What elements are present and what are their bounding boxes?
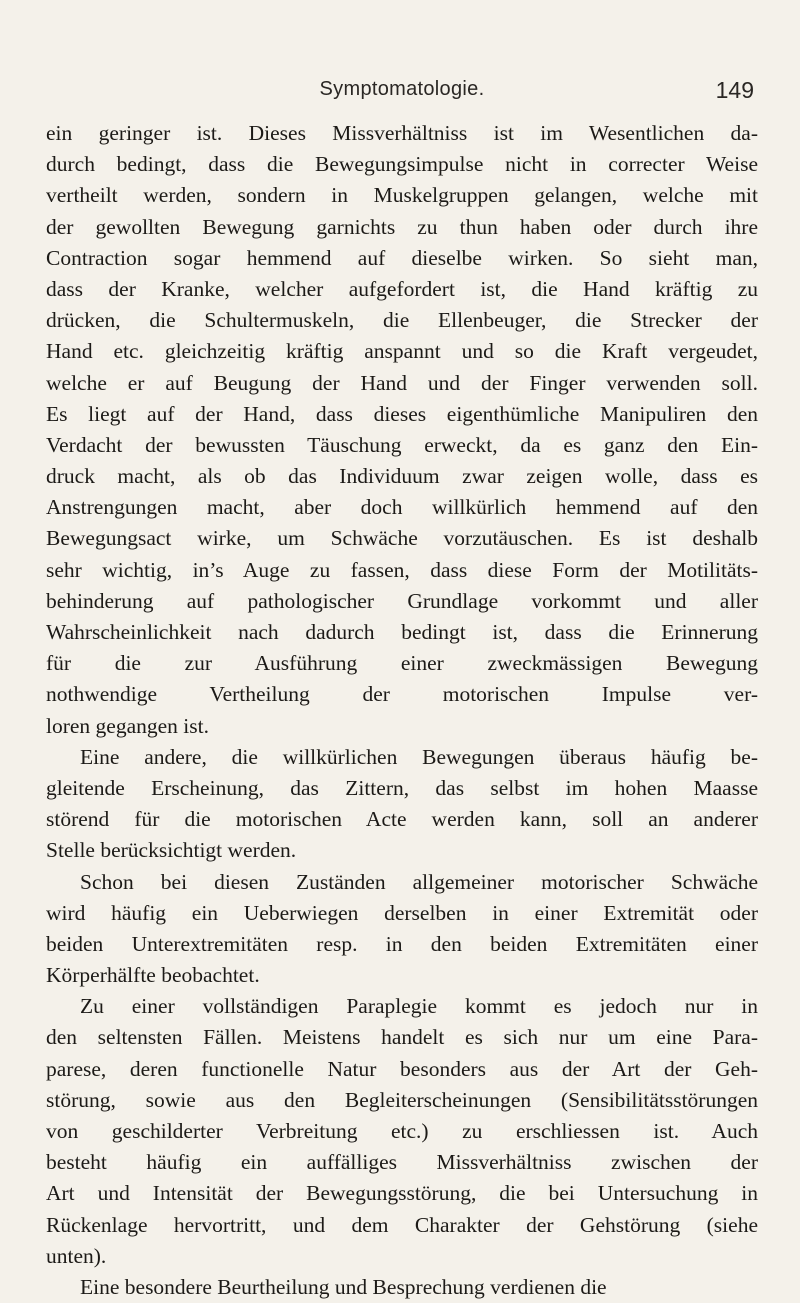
running-title: Symptomatologie. bbox=[319, 78, 485, 100]
text-line: sehr wichtig, in’s Auge zu fassen, dass diese Form der Motilitäts- bbox=[46, 557, 758, 582]
text-line: gleitende Erscheinung, das Zittern, das selbst im hohen Maasse bbox=[46, 775, 758, 800]
text-line: Stelle berücksichtigt werden. bbox=[46, 838, 297, 863]
text-line: ein geringer ist. Dieses Missverhältniss ist im Wesentlichen da- bbox=[46, 121, 758, 145]
text-line: Es liegt auf der Hand, dass dieses eigenthümliche Manipuliren den bbox=[46, 401, 758, 426]
text-line: durch bedingt, dass die Bewegungsimpulse nicht in correcter Weise bbox=[46, 152, 758, 177]
text-line: beiden Unterextremitäten resp. in den beiden Extremitäten einer bbox=[46, 931, 758, 956]
text-line: Eine besondere Beurtheilung und Besprechung verdienen die bbox=[80, 1274, 607, 1299]
text-line: drücken, die Schultermuskeln, die Ellenbeuger, die Strecker der bbox=[46, 308, 758, 333]
text-line: parese, deren functionelle Natur besonders aus der Art der Geh- bbox=[46, 1056, 758, 1081]
text-line: Art und Intensität der Bewegungsstörung, die bei Untersuchung in bbox=[46, 1181, 758, 1206]
text-line: Wahrscheinlichkeit nach dadurch bedingt ist, dass die Erinnerung bbox=[46, 620, 758, 644]
text-line: besteht häufig ein auffälliges Missverhältniss zwischen der bbox=[46, 1150, 758, 1175]
text-line: Anstrengungen macht, aber doch willkürlich hemmend auf den bbox=[46, 495, 758, 520]
text-line: störend für die motorischen Acte werden kann, soll an anderer bbox=[46, 807, 758, 832]
text-line: Contraction sogar hemmend auf dieselbe wirken. So sieht man, bbox=[46, 245, 758, 270]
text-line: welche er auf Beugung der Hand und der Finger verwenden soll. bbox=[46, 370, 758, 395]
text-line: loren gegangen ist. bbox=[46, 713, 209, 738]
book-page bbox=[46, 0, 758, 1298]
text-line: Eine andere, die willkürlichen Bewegungen überaus häufig be- bbox=[80, 744, 758, 769]
text-line: nothwendige Vertheilung der motorischen Impulse ver- bbox=[46, 682, 758, 707]
text-line: für die zur Ausführung einer zweckmässigen Bewegung bbox=[46, 651, 758, 676]
text-line: störung, sowie aus den Begleiterscheinungen (Sensibilitätsstörungen bbox=[46, 1087, 758, 1112]
text-line: druck macht, als ob das Individuum zwar zeigen wolle, dass es bbox=[46, 464, 758, 489]
text-line: Verdacht der bewussten Täuschung erweckt, da es ganz den Ein- bbox=[46, 432, 758, 457]
text-line: den seltensten Fällen. Meistens handelt es sich nur um eine Para- bbox=[46, 1025, 758, 1050]
running-head bbox=[46, 78, 758, 104]
text-line: Körperhälfte beobachtet. bbox=[46, 963, 260, 988]
text-line: der gewollten Bewegung garnichts zu thun haben oder durch ihre bbox=[46, 214, 758, 239]
text-line: vertheilt werden, sondern in Muskelgruppen gelangen, welche mit bbox=[46, 183, 758, 208]
text-line: von geschilderter Verbreitung etc.) zu erschliessen ist. Auch bbox=[46, 1119, 758, 1143]
text-line: Schon bei diesen Zuständen allgemeiner motorischer Schwäche bbox=[80, 869, 758, 894]
text-line: wird häufig ein Ueberwiegen derselben in einer Extremität oder bbox=[46, 900, 758, 925]
text-line: dass der Kranke, welcher aufgefordert ist, die Hand kräftig zu bbox=[46, 276, 758, 301]
text-line: Rückenlage hervortritt, und dem Charakter der Gehstörung (siehe bbox=[46, 1212, 758, 1237]
text-line: Hand etc. gleichzeitig kräftig anspannt und so die Kraft vergeudet, bbox=[46, 339, 758, 364]
page-number: 149 bbox=[715, 77, 754, 103]
text-line: unten). bbox=[46, 1243, 107, 1268]
text-line: behinderung auf pathologischer Grundlage vorkommt und aller bbox=[46, 588, 758, 613]
text-line: Zu einer vollständigen Paraplegie kommt es jedoch nur in bbox=[80, 994, 758, 1019]
text-line: Bewegungsact wirke, um Schwäche vorzutäuschen. Es ist deshalb bbox=[46, 526, 758, 551]
body-text bbox=[46, 118, 758, 1303]
